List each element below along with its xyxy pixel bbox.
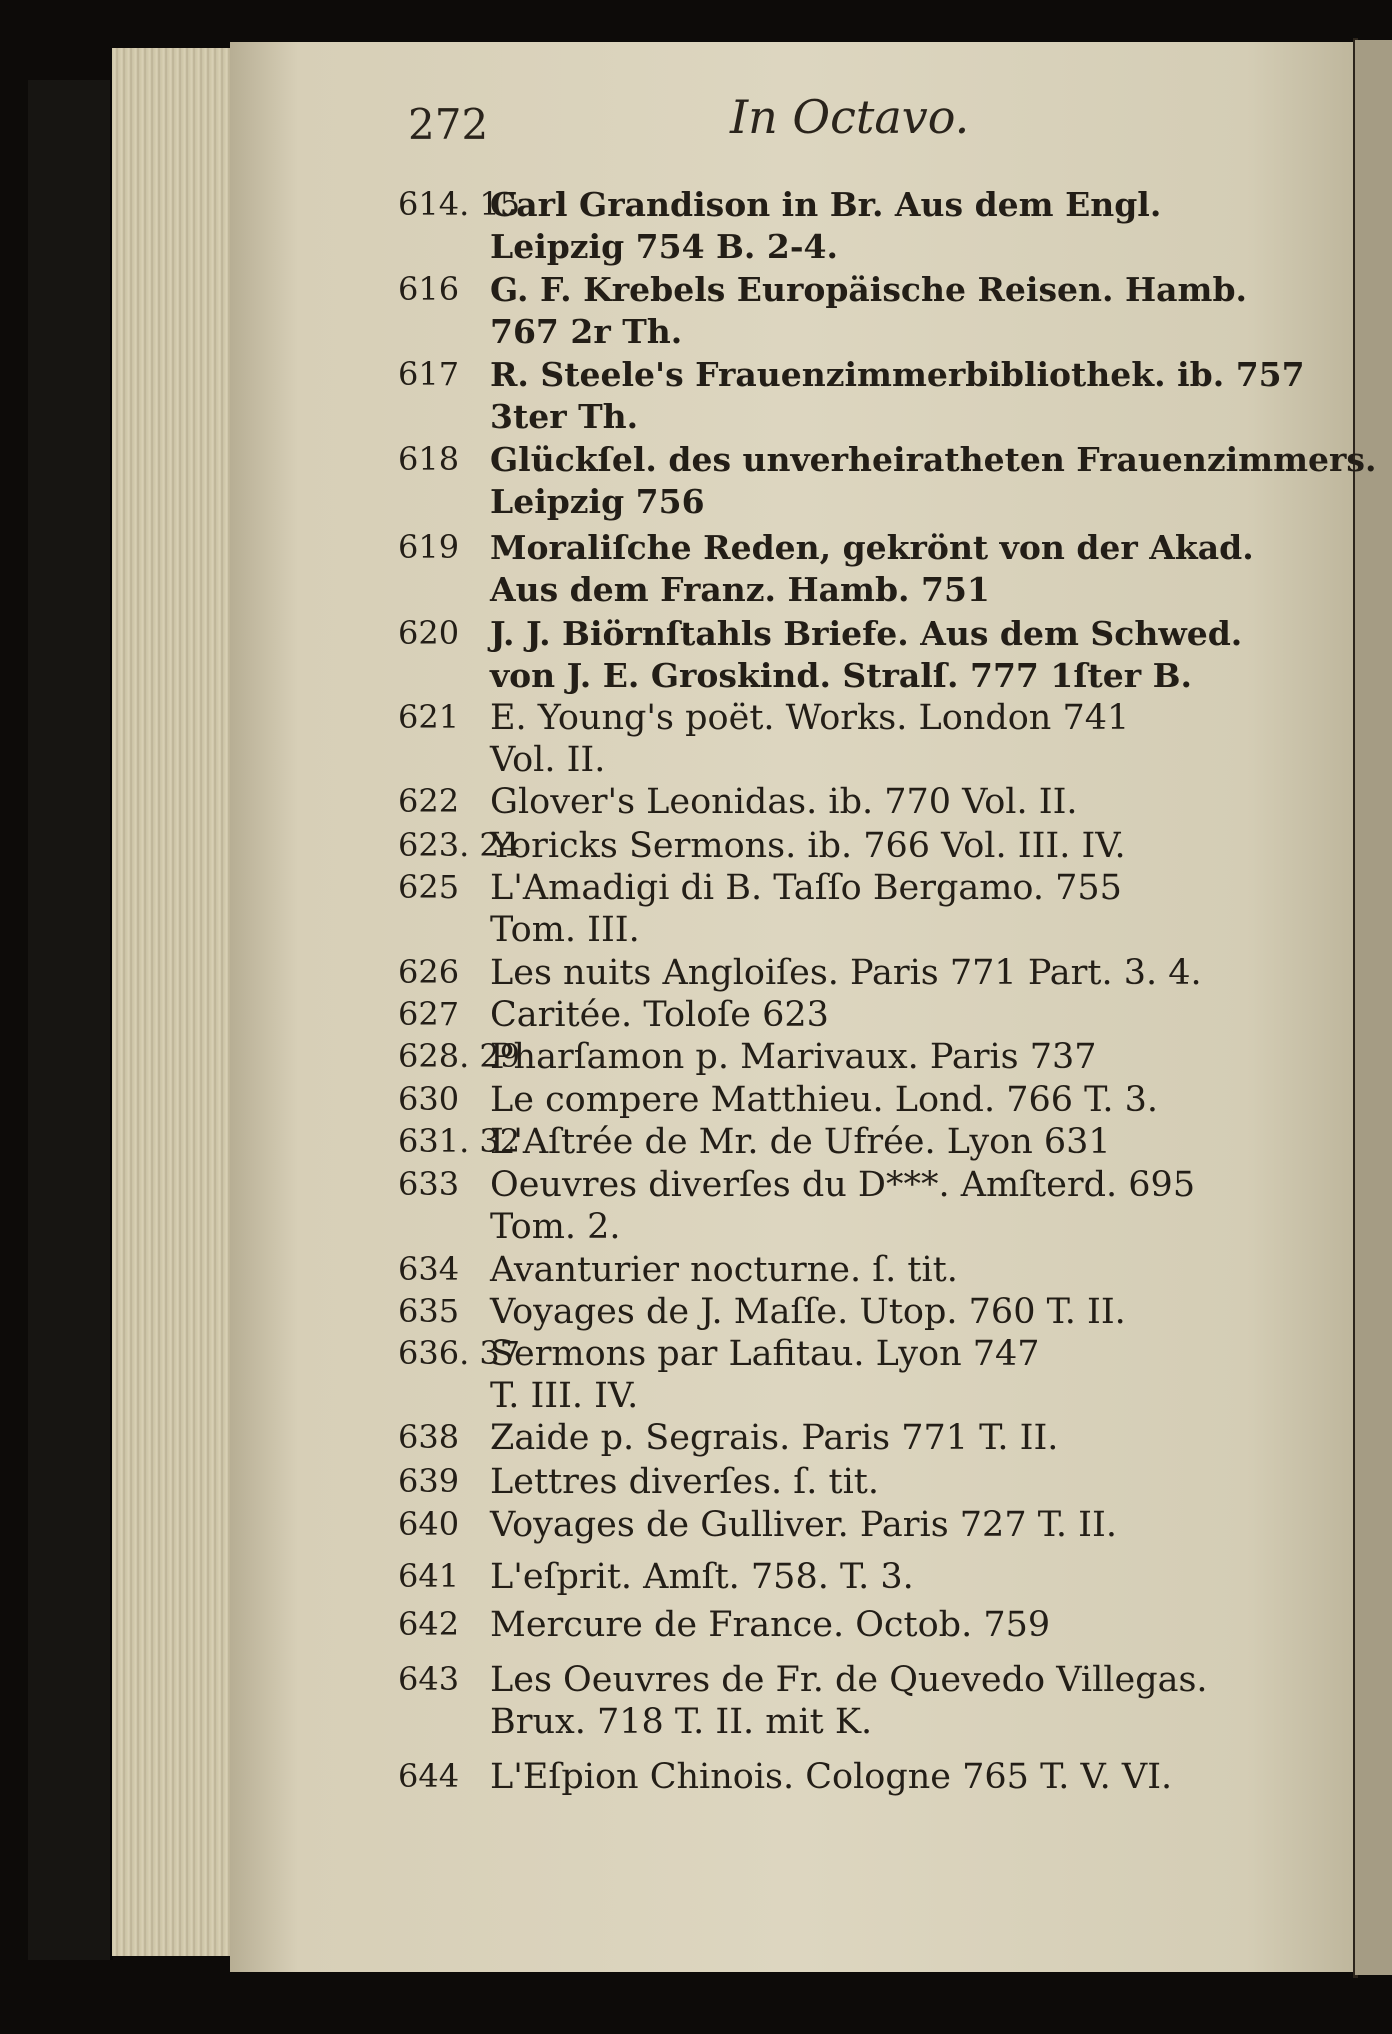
book-binding (28, 80, 113, 1960)
entry-text: R. Steele's Frauenzimmerbibliothek. ib. 757 (490, 355, 1305, 394)
entry-number: 642 (398, 1605, 460, 1643)
entry-text: Pharſamon p. Marivaux. Paris 737 (490, 1037, 1097, 1077)
entry-number: 627 (398, 995, 460, 1033)
entry-number: 636. 37 (398, 1334, 521, 1372)
entry-number: 620 (398, 614, 460, 652)
entry-number: 628. 29 (398, 1037, 521, 1075)
entry-text-continued: T. III. IV. (490, 1376, 639, 1416)
entry-number: 623. 24 (398, 826, 521, 864)
entry-text: Glückſel. des unverheiratheten Frauenzimmers. (490, 440, 1377, 479)
entry-text: Les Oeuvres de Fr. de Quevedo Villegas. (490, 1660, 1208, 1700)
page-edges (112, 48, 232, 1956)
entry-number: 616 (398, 270, 460, 308)
entry-number: 634 (398, 1250, 460, 1288)
entry-text: L'Amadigi di B. Taſſo Bergamo. 755 (490, 868, 1122, 908)
entry-number: 633 (398, 1165, 460, 1203)
entry-text: L'Eſpion Chinois. Cologne 765 T. V. VI. (490, 1757, 1173, 1797)
entry-text: Moraliſche Reden, gekrönt von der Akad. (490, 528, 1254, 567)
entry-text-continued: 3ter Th. (490, 397, 639, 436)
entry-text: Les nuits Angloiſes. Paris 771 Part. 3. 4. (490, 953, 1202, 993)
entry-number: 644 (398, 1757, 460, 1795)
entry-text-continued: Brux. 718 T. II. mit K. (490, 1702, 873, 1742)
entry-text-continued: Aus dem Franz. Hamb. 751 (490, 570, 990, 609)
entry-text: Voyages de J. Maſſe. Utop. 760 T. II. (490, 1292, 1126, 1332)
entry-text-continued: Leipzig 754 B. 2-4. (490, 227, 838, 266)
entry-number: 621 (398, 698, 460, 736)
entry-text: Oeuvres diverſes du D***. Amſterd. 695 (490, 1165, 1196, 1205)
entry-text: G. F. Krebels Europäische Reisen. Hamb. (490, 270, 1248, 309)
entry-text: Sermons par Lafitau. Lyon 747 (490, 1334, 1040, 1374)
entry-number: 630 (398, 1080, 460, 1118)
entry-number: 622 (398, 782, 460, 820)
entry-text-continued: Vol. II. (490, 740, 606, 780)
entry-number: 643 (398, 1660, 460, 1698)
entry-number: 625 (398, 868, 460, 906)
entry-text: J. J. Biörnſtahls Briefe. Aus dem Schwed. (490, 614, 1243, 653)
entry-number: 635 (398, 1292, 460, 1330)
entry-number: 638 (398, 1418, 460, 1456)
entry-text-continued: Tom. 2. (490, 1207, 621, 1247)
entry-text-continued: 767 2r Th. (490, 312, 683, 351)
entry-text: Mercure de France. Octob. 759 (490, 1605, 1051, 1645)
entry-number: 631. 32 (398, 1122, 521, 1160)
entry-text-continued: Leipzig 756 (490, 482, 705, 521)
entry-text: L'eſprit. Amſt. 758. T. 3. (490, 1557, 914, 1597)
entry-number: 641 (398, 1557, 460, 1595)
entry-number: 639 (398, 1462, 460, 1500)
entry-number: 618 (398, 440, 460, 478)
entry-text: Glover's Leonidas. ib. 770 Vol. II. (490, 782, 1078, 822)
page-number: 272 (408, 100, 489, 149)
entry-text: Voyages de Gulliver. Paris 727 T. II. (490, 1505, 1117, 1545)
entry-text: Caritée. Toloſe 623 (490, 995, 829, 1035)
entry-text: Carl Grandison in Br. Aus dem Engl. (490, 185, 1162, 224)
running-title: In Octavo. (730, 90, 970, 144)
entry-text: Avanturier nocturne. ſ. tit. (490, 1250, 958, 1290)
entry-text-continued: von J. E. Groskind. Stralſ. 777 1ſter B. (490, 656, 1193, 695)
entry-text: Zaide p. Segrais. Paris 771 T. II. (490, 1418, 1059, 1458)
entry-text-continued: Tom. III. (490, 910, 640, 950)
entry-number: 617 (398, 355, 460, 393)
entry-text: Le compere Matthieu. Lond. 766 T. 3. (490, 1080, 1158, 1120)
facing-page-edge (1355, 40, 1392, 1975)
entry-number: 614. 15 (398, 185, 521, 223)
entry-number: 626 (398, 953, 460, 991)
entry-number: 640 (398, 1505, 460, 1543)
entry-text: Yoricks Sermons. ib. 766 Vol. III. IV. (490, 826, 1126, 866)
entry-text: E. Young's poët. Works. London 741 (490, 698, 1130, 738)
entry-number: 619 (398, 528, 460, 566)
entry-text: L'Aſtrée de Mr. de Ufrée. Lyon 631 (490, 1122, 1111, 1162)
entry-text: Lettres diverſes. ſ. tit. (490, 1462, 879, 1502)
